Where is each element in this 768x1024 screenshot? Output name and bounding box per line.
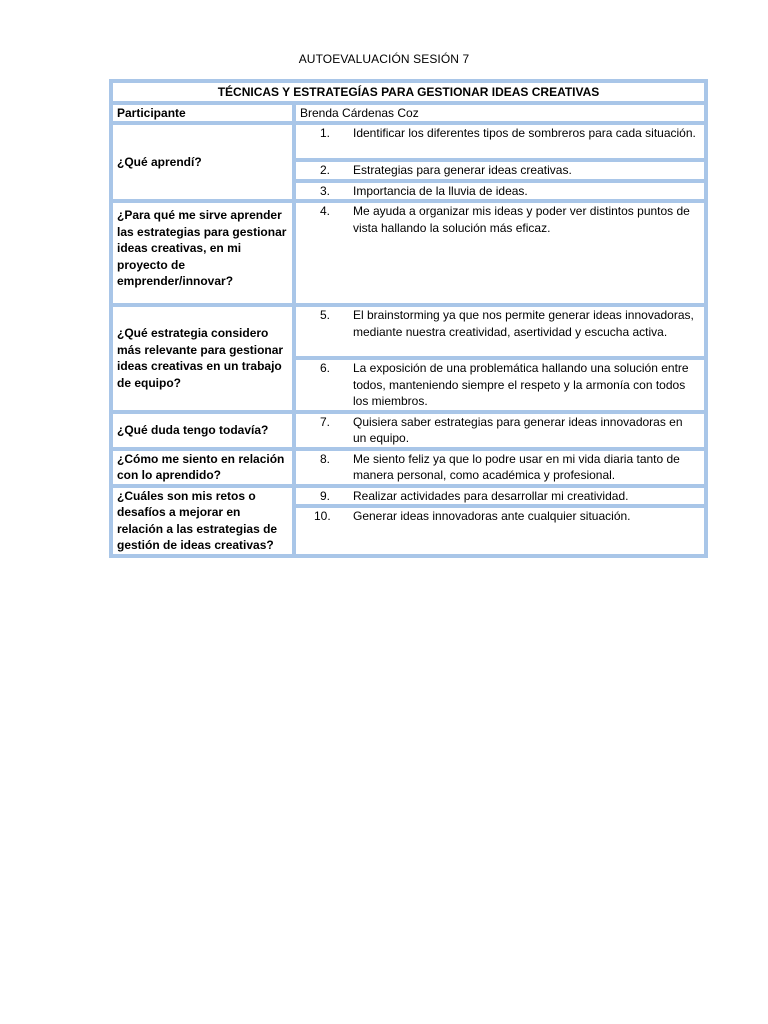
participant-name: Brenda Cárdenas Coz [294, 103, 706, 124]
item-text: Estrategias para generar ideas creativas. [353, 163, 572, 177]
page-title: AUTOEVALUACIÓN SESIÓN 7 [298, 52, 470, 66]
item-text: Identificar los diferentes tipos de sombreros para cada situación. [353, 126, 696, 140]
item-number: 8. [320, 451, 331, 466]
item-number: 6. [320, 361, 331, 375]
question-label: ¿Cómo me siento en relación con lo aprendido? [111, 449, 294, 486]
answer-item [294, 123, 706, 160]
item-text: Generar ideas innovadoras ante cualquier situación. [353, 509, 631, 524]
answer-item [294, 486, 706, 507]
question-label: ¿Qué aprendí? [111, 123, 294, 201]
item-text: El brainstorming ya que nos permite generar ideas innovadoras, mediante nuestra creatividad, asertividad y escucha activa. [353, 308, 694, 339]
question-label: ¿Cuáles son mis retos o desafíos a mejorar en relación a las estrategias de gestión de ideas creativas? [111, 486, 294, 556]
item-number: 1. [320, 126, 331, 140]
question-label: ¿Para qué me sirve aprender las estrategias para gestionar ideas creativas, en mi proyecto de emprender/innovar? [111, 201, 294, 305]
item-text: Me siento feliz ya que lo podre usar en mi vida diaria tanto de manera personal, como académica y profesional. [353, 451, 680, 482]
answer-item [294, 506, 706, 555]
answer-item [294, 160, 706, 181]
item-number: 10. [314, 509, 331, 524]
table-row [111, 449, 706, 486]
answer-item [294, 201, 706, 305]
item-number: 5. [320, 308, 331, 322]
item-text: Importancia de la lluvia de ideas. [353, 183, 528, 198]
item-number: 3. [320, 183, 331, 198]
table-row [111, 305, 706, 358]
item-text: La exposición de una problemática hallando una solución entre todos, manteniendo siempre el respeto y la armonía con todos los miembros. [353, 361, 689, 408]
answer-item [294, 412, 706, 449]
table-row [111, 412, 706, 449]
table-header: TÉCNICAS Y ESTRATEGÍAS PARA GESTIONAR IDEAS CREATIVAS [111, 81, 706, 103]
item-text: Realizar actividades para desarrollar mi creatividad. [353, 488, 629, 503]
answer-item [294, 305, 706, 358]
item-number: 4. [320, 204, 331, 218]
participant-row [111, 103, 706, 124]
item-text: Quisiera saber estrategias para generar ideas innovadoras en un equipo. [353, 414, 683, 445]
item-text: Me ayuda a organizar mis ideas y poder ver distintos puntos de vista hallando la solución más eficaz. [353, 204, 690, 235]
participant-label: Participante [111, 103, 294, 124]
item-number: 7. [320, 414, 331, 429]
evaluation-table [109, 79, 708, 558]
item-number: 9. [320, 488, 331, 503]
table-row [111, 486, 706, 507]
answer-item [294, 358, 706, 412]
answer-item [294, 181, 706, 202]
item-number: 2. [320, 163, 331, 177]
answer-item [294, 449, 706, 486]
table-row [111, 201, 706, 305]
question-label: ¿Qué estrategia considero más relevante para gestionar ideas creativas en un trabajo de equipo? [111, 305, 294, 412]
table-header-row [111, 81, 706, 103]
table-row [111, 123, 706, 160]
question-label: ¿Qué duda tengo todavía? [111, 412, 294, 449]
